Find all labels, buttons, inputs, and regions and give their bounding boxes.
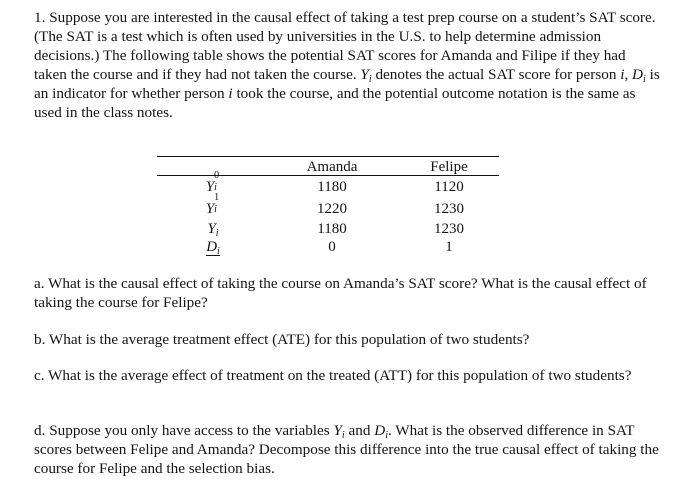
row-label-y-base: Y [207,221,216,237]
potential-outcomes-table [157,156,499,257]
row-label-y1-base: Y [205,201,215,217]
row-label-d-sub: i [217,246,220,257]
cell-felipe-y1: 1230 [434,201,464,217]
question-c: c. What is the average effect of treatment on the treated (ATT) for this population of two students? [34,367,632,384]
cell-felipe-y: 1230 [434,221,464,237]
row-label-d-wrap [206,239,220,256]
row-label-d [193,238,233,256]
cell-felipe-y0: 1120 [434,179,464,195]
di-symbol: D [632,66,644,83]
cell-amanda-y: 1180 [317,221,347,237]
i-symbol-2: i [228,85,233,102]
row-label-d-base: D [206,239,218,255]
row-label-y1-scripts [214,192,220,215]
question-d-y-symbol: Y [333,422,342,439]
i-symbol: i [620,66,625,83]
question-d-part2: . What is the observed difference in SAT scores between Felipe and Amanda? Decompose this difference into the true causal effect of taking the course for Felipe and the selection bias. [34,422,659,477]
row-label-y [193,220,233,238]
row-label-y0-sup: 0 [214,170,220,181]
cell-felipe-d: 1 [445,239,453,255]
row-label-y1-sup: 1 [214,192,220,203]
question-b: b. What is the average treatment effect (ATE) for this population of two students? [34,331,530,348]
yi-symbol: Y [360,66,369,83]
question-d [34,421,662,478]
question-d-and: and [344,422,375,439]
intro-comma: , [624,66,633,83]
row-label-y0-base: Y [205,179,215,195]
cell-amanda-y1: 1220 [317,201,347,217]
yi-subscript: i [368,74,372,85]
question-d-d-symbol: D [374,422,386,439]
question-d-y-subscript: i [341,430,345,441]
di-subscript: i [643,74,646,85]
row-label-y0-sub: i [214,182,217,193]
question-d-part1: d. Suppose you only have access to the variables [34,422,334,439]
row-label-y1-sub: i [214,204,217,215]
header-felipe: Felipe [430,159,468,175]
intro-text-part1: 1. Suppose you are interested in the causal effect of taking a test prep course on a student’s SAT score. (The SAT is a test which is often used by universities in the U.S. to help determine admission decisions.) The following table shows the potential SAT scores for Amanda and Filipe if they had taken the course and if they had not taken the course. [34,9,656,83]
row-label-y0 [193,170,233,196]
header-amanda: Amanda [306,159,358,175]
intro-text-part2: denotes the actual SAT score for person [371,66,621,83]
cell-amanda-y0: 1180 [317,179,347,195]
question-a: a. What is the causal effect of taking the course on Amanda’s SAT score? What is the causal effect of taking the course for Felipe? [34,275,647,311]
question-d-d-subscript: i [385,430,388,441]
row-label-y1 [193,192,233,218]
intro-text-part3: is an indicator for whether person [34,66,660,102]
row-label-y-sub: i [215,228,219,239]
cell-amanda-d: 0 [328,239,336,255]
question-1-intro [34,8,662,122]
row-label-y0-scripts [214,170,220,193]
intro-text-part4: took the course, and the potential outcome notation is the same as used in the class notes. [34,85,636,121]
